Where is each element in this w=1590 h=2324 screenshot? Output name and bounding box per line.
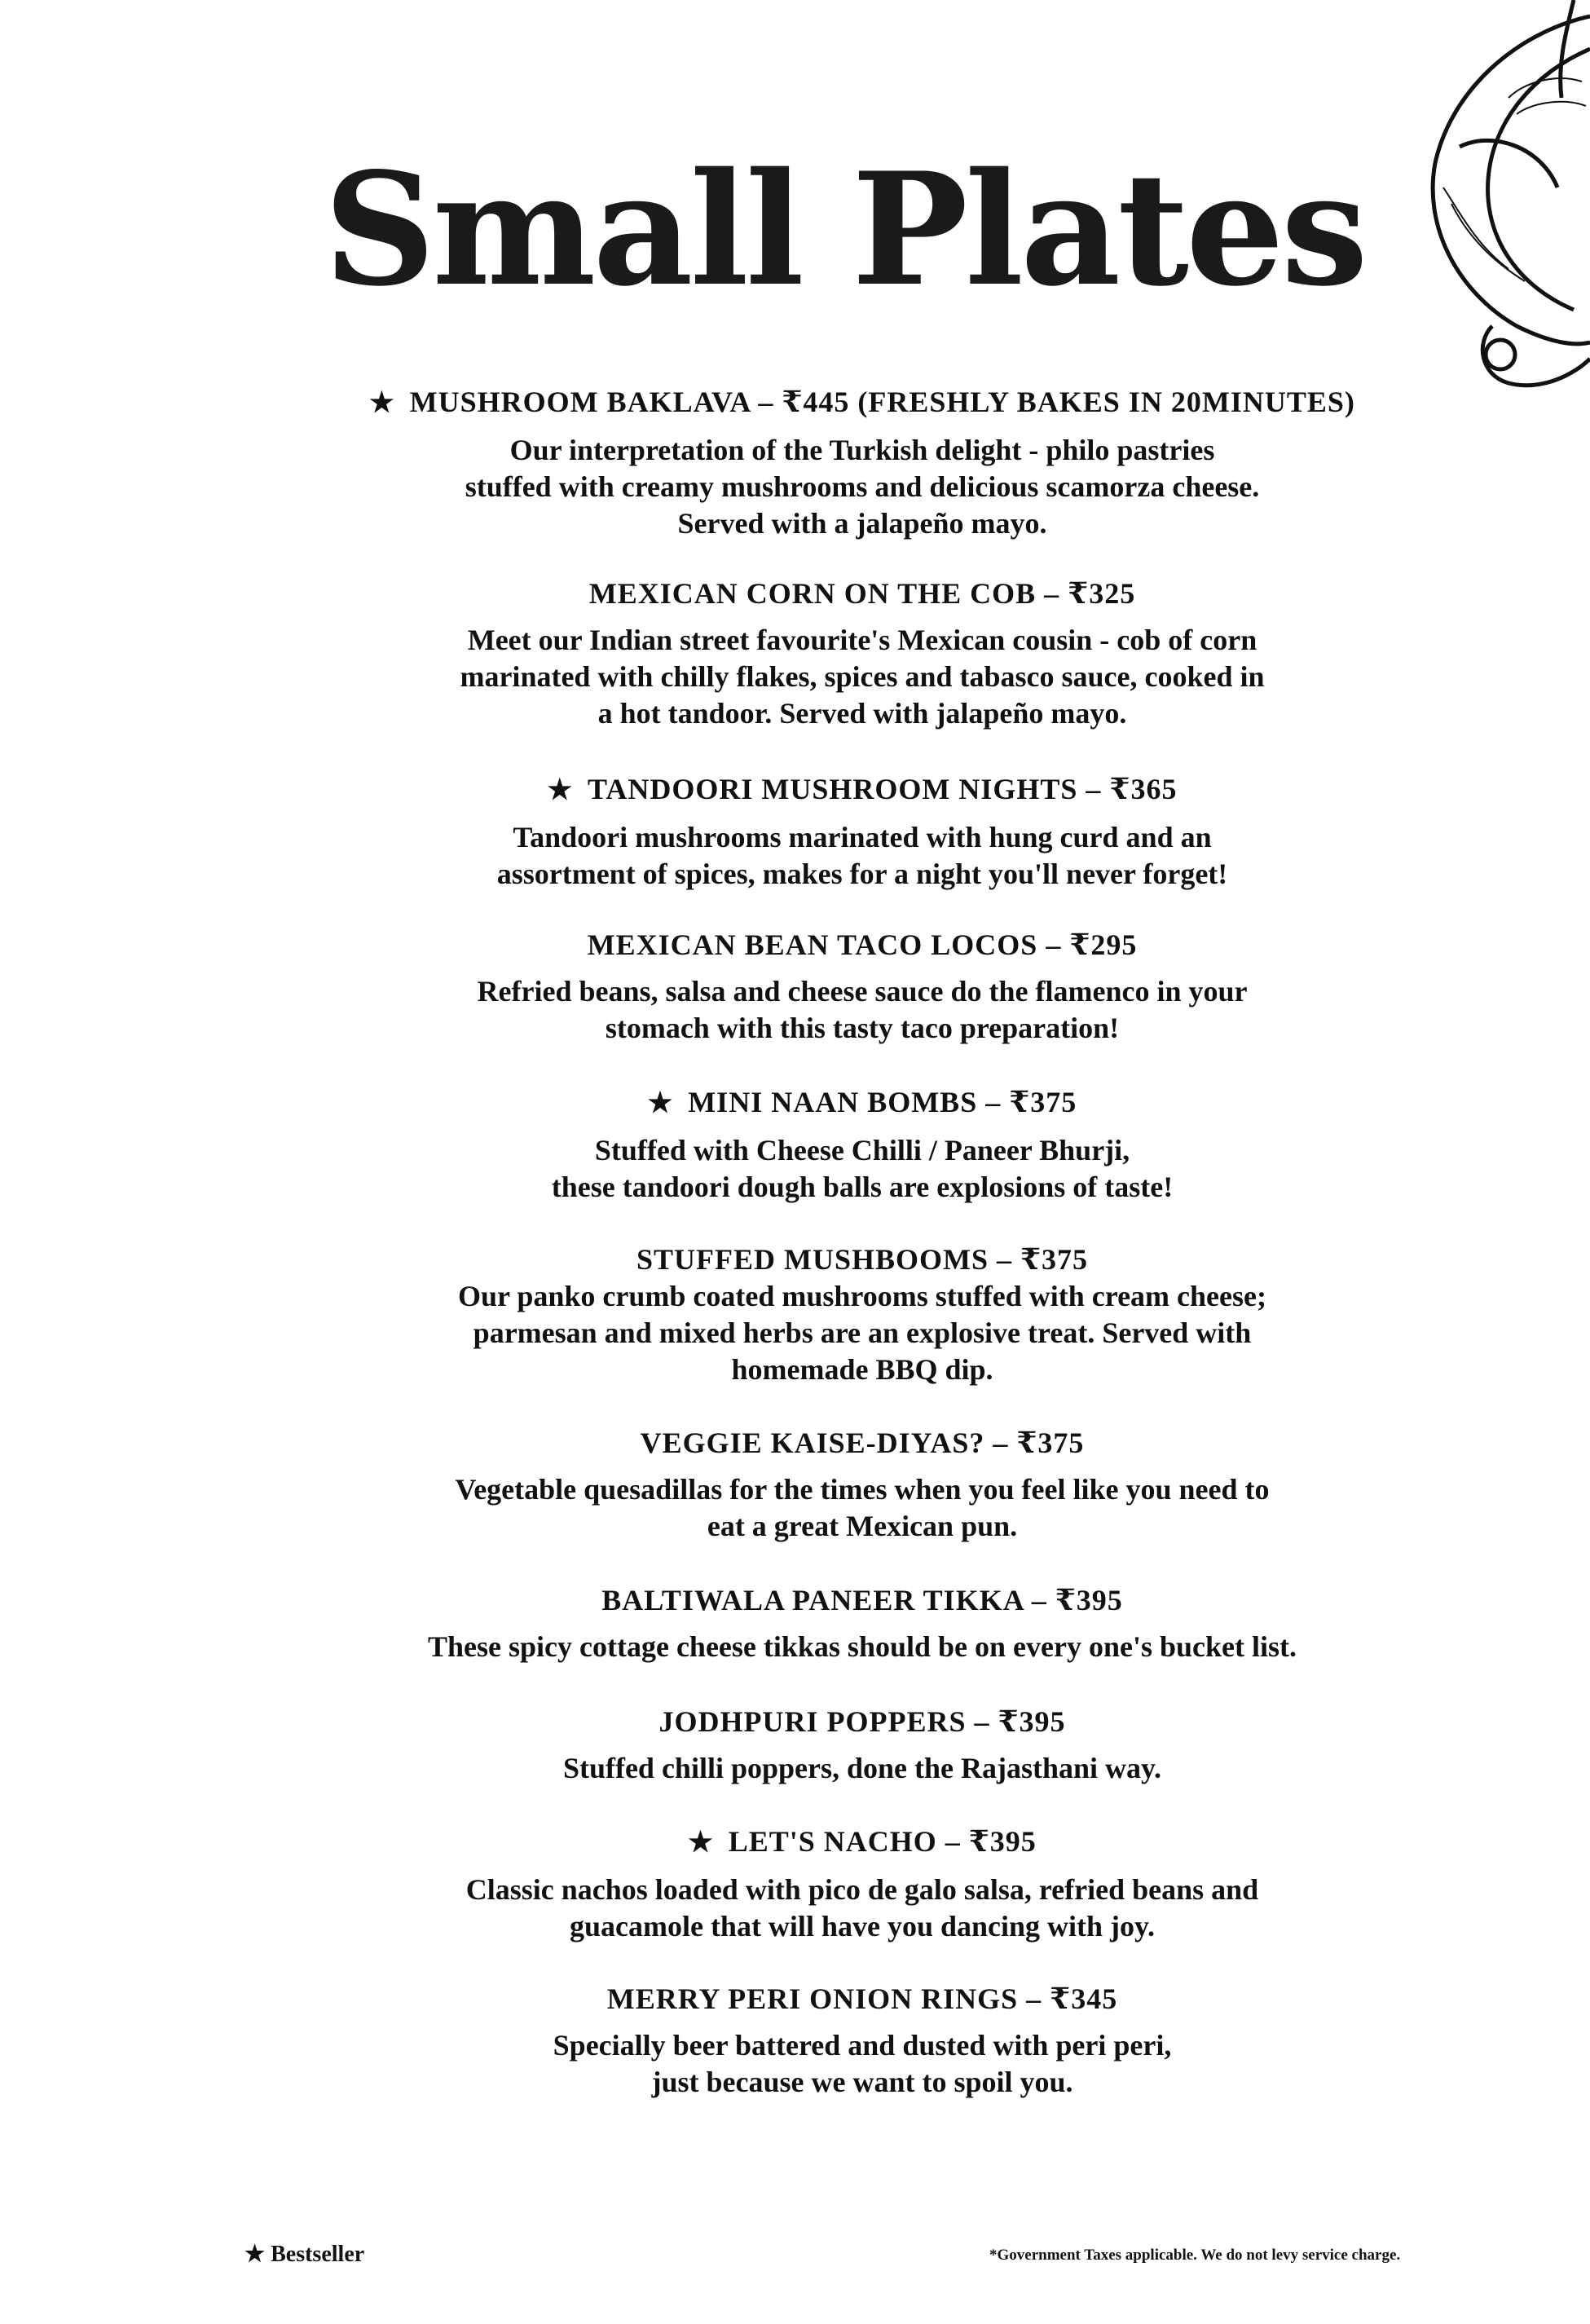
star-icon: ★ <box>547 775 574 805</box>
menu-item-description: Stuffed with Cheese Chilli / Paneer Bhurji, <box>594 1134 1130 1166</box>
menu-item-name: LET'S NACHO – ₹395 <box>728 1825 1037 1858</box>
menu-item <box>292 770 1433 893</box>
menu-item-description: Classic nachos loaded with pico de galo salsa, refried beans and <box>465 1873 1259 1906</box>
menu-item-heading <box>292 1083 1433 1122</box>
menu-item-description: Our interpretation of the Turkish delight - philo pastries <box>509 434 1215 466</box>
menu-item <box>292 1980 1433 2101</box>
menu-item <box>292 575 1433 732</box>
menu-item-name: MERRY PERI ONION RINGS – ₹345 <box>606 1982 1118 2015</box>
menu-item-name: MUSHROOM BAKLAVA – ₹445 (FRESHLY BAKES IN 20MINUTES) <box>409 386 1355 418</box>
star-icon: ★ <box>244 2242 266 2267</box>
bestseller-legend <box>244 2240 364 2268</box>
menu-item-description: Specially beer battered and dusted with peri peri, <box>553 2029 1172 2062</box>
menu-item-description: stomach with this tasty taco preparation! <box>605 1012 1120 1044</box>
menu-item <box>292 1703 1433 1787</box>
menu-item-name: BALTIWALA PANEER TIKKA – ₹395 <box>601 1584 1123 1616</box>
menu-item-heading <box>292 1241 1433 1278</box>
menu-item-name: JODHPURI POPPERS – ₹395 <box>658 1705 1066 1738</box>
menu-item-heading <box>292 1703 1433 1740</box>
menu-item-description: assortment of spices, makes for a night you'll never forget! <box>496 858 1228 890</box>
menu-item-heading <box>292 1424 1433 1462</box>
menu-item-description: just because we want to spoil you. <box>651 2066 1073 2098</box>
menu-item-name: MEXICAN BEAN TACO LOCOS – ₹295 <box>587 928 1138 961</box>
bestseller-label: Bestseller <box>271 2242 365 2267</box>
menu-item <box>292 1241 1433 1388</box>
garlic-illustration <box>1248 0 1590 424</box>
menu-item-heading <box>292 1823 1433 1862</box>
tax-note: *Government Taxes applicable. We do not levy service charge. <box>989 2247 1401 2264</box>
menu-item-description: Meet our Indian street favourite's Mexican cousin - cob of corn <box>467 624 1257 656</box>
menu-item-name: VEGGIE KAISE-DIYAS? – ₹375 <box>640 1427 1085 1459</box>
menu-item-description: eat a great Mexican pun. <box>707 1510 1018 1542</box>
menu-item-name: STUFFED MUSHBOOMS – ₹375 <box>636 1243 1089 1276</box>
star-icon: ★ <box>647 1088 674 1118</box>
menu-item-heading <box>292 383 1433 422</box>
menu-item-description: guacamole that will have you dancing with joy. <box>569 1910 1156 1943</box>
menu-item-name: TANDOORI MUSHROOM NIGHTS – ₹365 <box>588 773 1178 805</box>
menu-item-name: MINI NAAN BOMBS – ₹375 <box>688 1086 1077 1118</box>
menu-item <box>292 1424 1433 1545</box>
menu-item-description: Stuffed chilli poppers, done the Rajasthani way. <box>562 1752 1162 1784</box>
star-icon: ★ <box>688 1828 714 1858</box>
menu-item-description: Tandoori mushrooms marinated with hung curd and an <box>513 821 1212 853</box>
menu-item-name: MEXICAN CORN ON THE COB – ₹325 <box>588 577 1136 610</box>
menu-item-description: Vegetable quesadillas for the times when you feel like you need to <box>455 1473 1270 1506</box>
menu-item-description: marinated with chilly flakes, spices and tabasco sauce, cooked in <box>460 660 1265 693</box>
menu-item-description: parmesan and mixed herbs are an explosive treat. Served with <box>473 1316 1252 1349</box>
star-icon: ★ <box>369 388 395 418</box>
menu-item-description: homemade BBQ dip. <box>731 1353 993 1386</box>
menu-item <box>292 1823 1433 1945</box>
menu-item-description: stuffed with creamy mushrooms and delicious scamorza cheese. <box>465 470 1260 503</box>
menu-item-heading <box>292 1980 1433 2018</box>
menu-item-description: a hot tandoor. Served with jalapeño mayo. <box>597 697 1127 730</box>
menu-item <box>292 926 1433 1047</box>
menu-item <box>292 1083 1433 1206</box>
menu-item-description: These spicy cottage cheese tikkas should be on every one's bucket list. <box>428 1630 1297 1663</box>
menu-item-heading <box>292 575 1433 612</box>
menu-item-description: these tandoori dough balls are explosions of taste! <box>551 1171 1174 1203</box>
menu-item-heading <box>292 770 1433 809</box>
menu-item <box>292 1581 1433 1665</box>
menu-item-description: Our panko crumb coated mushrooms stuffed with cream cheese; <box>458 1280 1266 1312</box>
menu-item <box>292 383 1433 542</box>
page-title: Small Plates <box>324 139 1365 320</box>
menu-item-description: Refried beans, salsa and cheese sauce do the flamenco in your <box>477 975 1248 1008</box>
menu-item-heading <box>292 1581 1433 1619</box>
menu-item-description: Served with a jalapeño mayo. <box>677 507 1047 540</box>
menu-item-heading <box>292 926 1433 964</box>
